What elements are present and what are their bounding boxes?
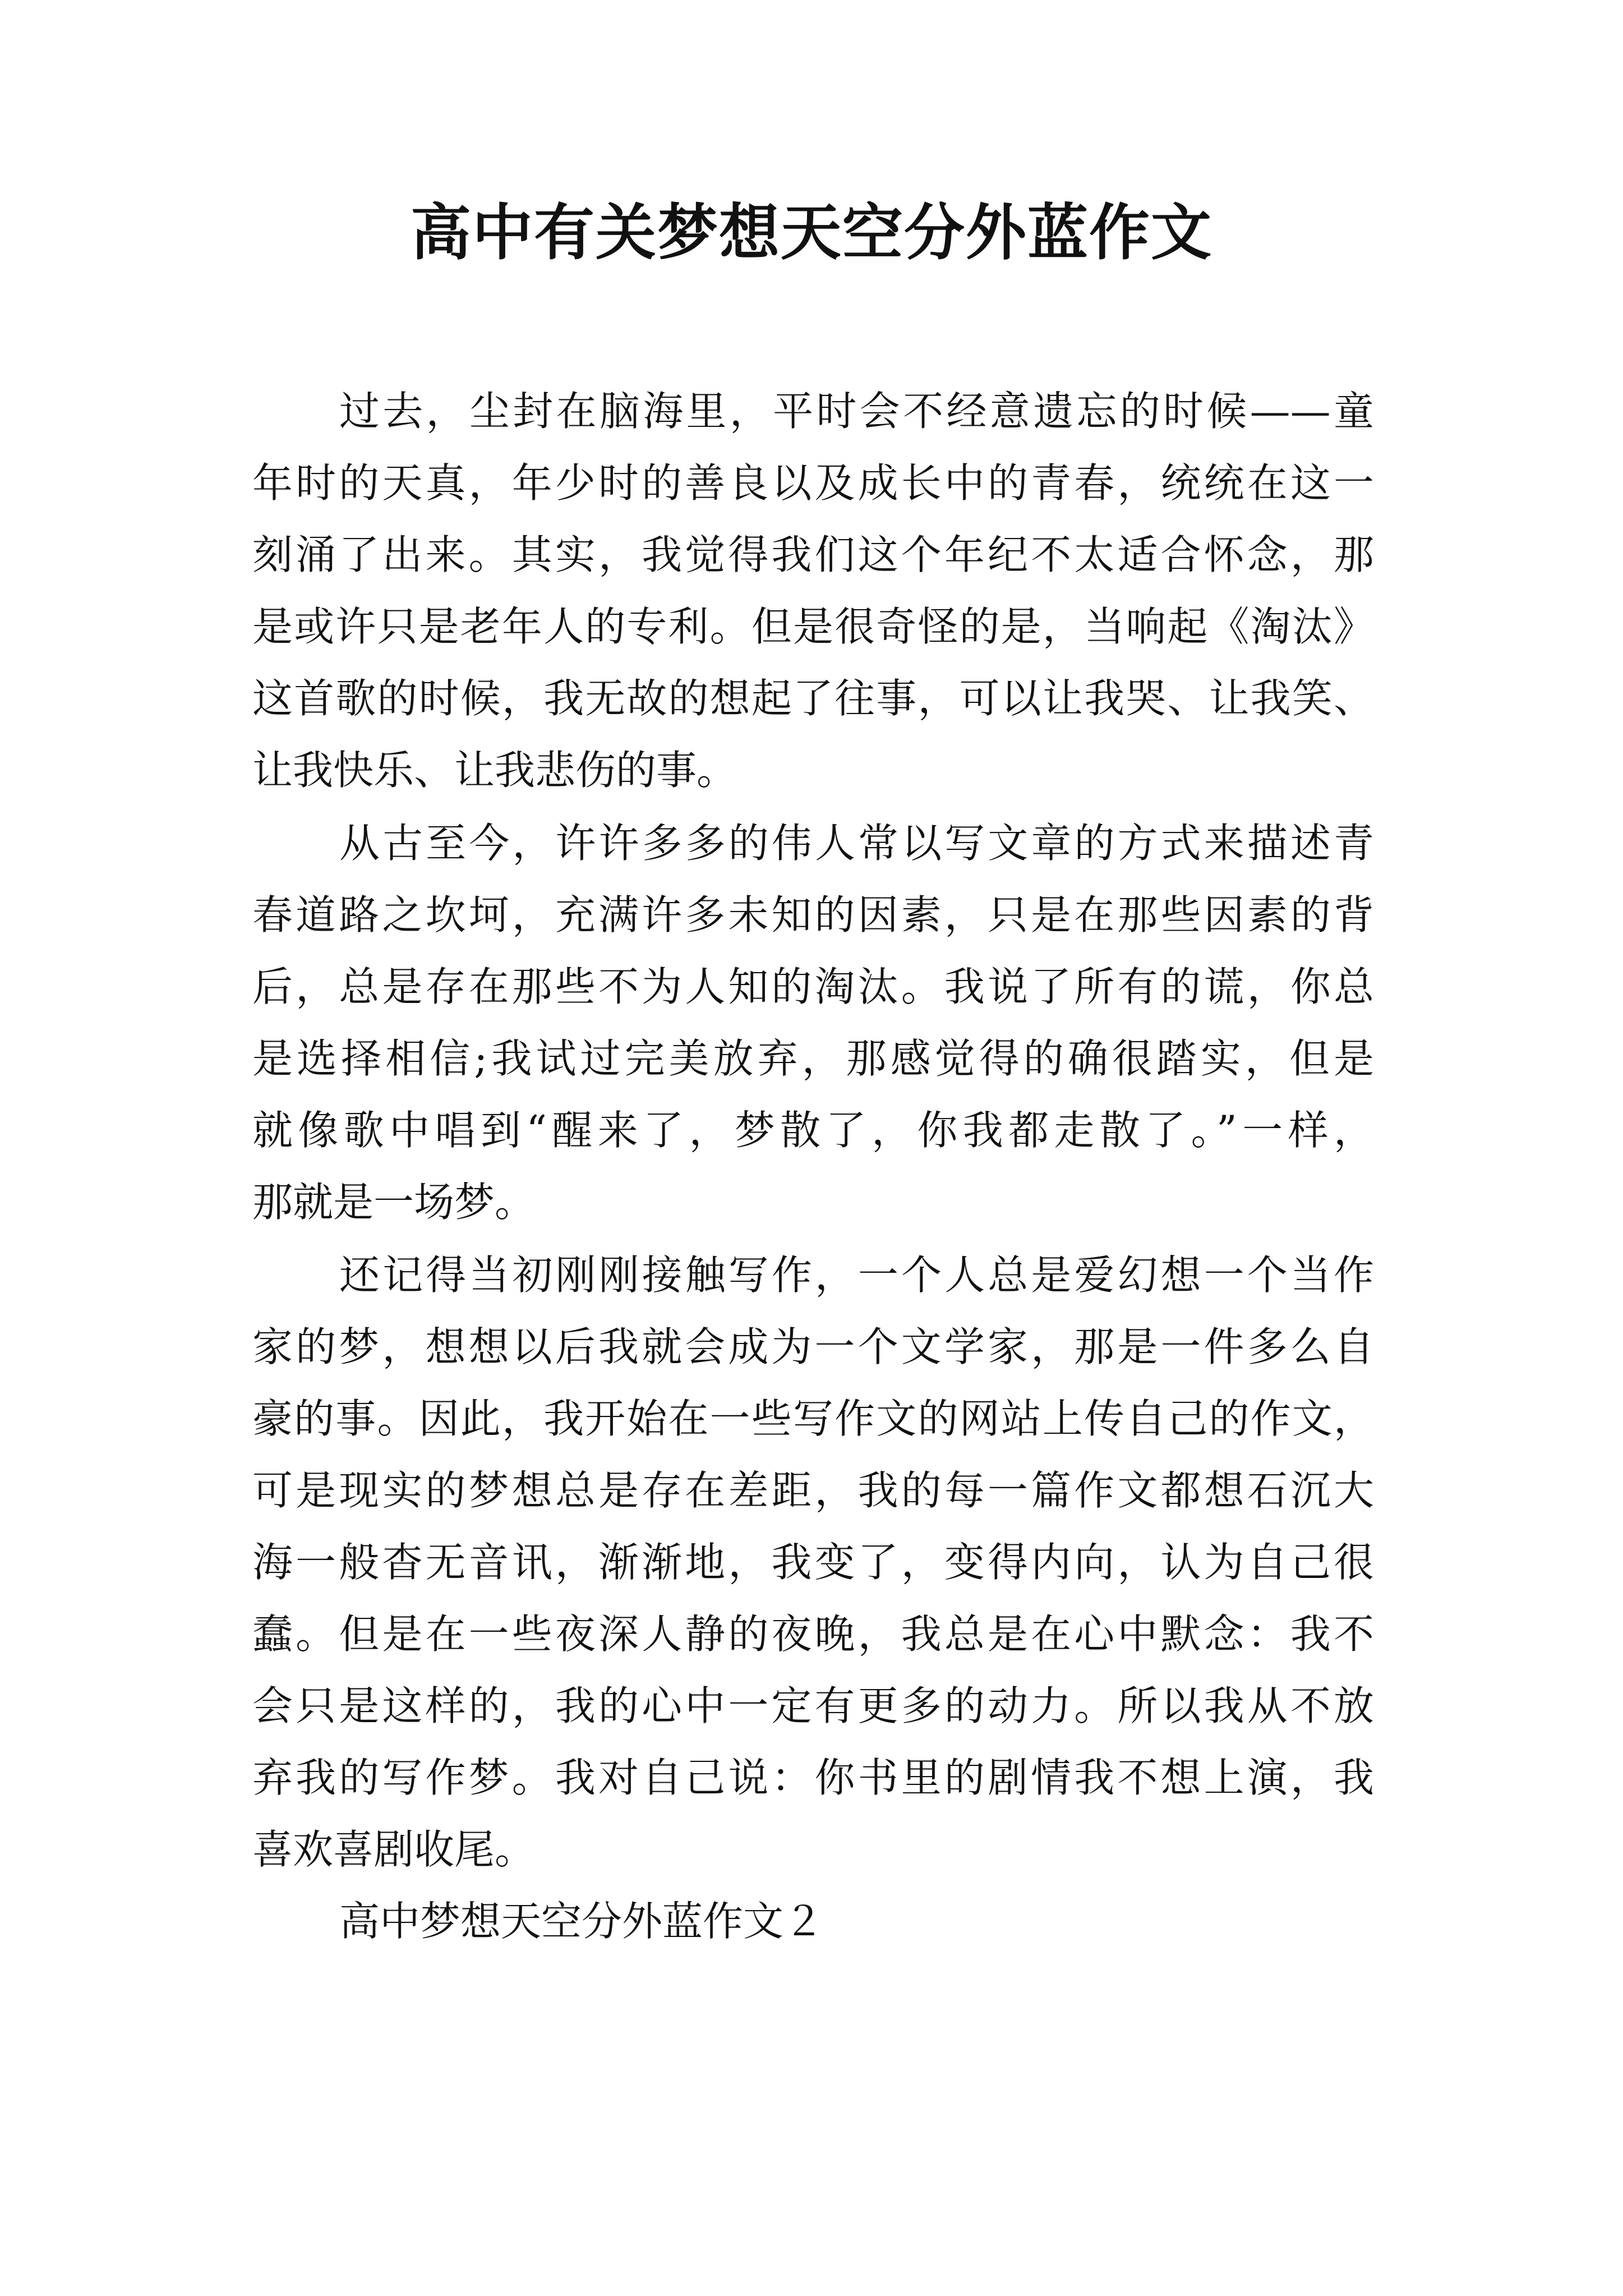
paragraph-1-line-2: 年时的天真，年少时的善良以及成长中的青春，统统在这一 bbox=[252, 459, 1374, 507]
paragraph-1-line-5: 这首歌的时候，我无故的想起了往事，可以让我哭、让我笑、 bbox=[252, 675, 1374, 722]
paragraph-3-line-5: 海一般杳无音讯，渐渐地，我变了，变得内向，认为自己很 bbox=[252, 1539, 1374, 1586]
document-title: 高中有关梦想天空分外蓝作文 bbox=[410, 197, 1212, 268]
paragraph-2-line-2: 春道路之坎坷，充满许多未知的因素，只是在那些因素的背 bbox=[252, 891, 1374, 938]
paragraph-3-line-4: 可是现实的梦想总是存在差距，我的每一篇作文都想石沉大 bbox=[252, 1467, 1374, 1514]
paragraph-1-line-1: 过去，尘封在脑海里，平时会不经意遗忘的时候——童 bbox=[339, 388, 1374, 435]
section-subheading: 高中梦想天空分外蓝作文２ bbox=[339, 1898, 824, 1945]
paragraph-2-line-6: 那就是一场梦。 bbox=[252, 1179, 536, 1226]
paragraph-3-line-2: 家的梦，想想以后我就会成为一个文学家，那是一件多么自 bbox=[252, 1323, 1374, 1370]
paragraph-3-line-9: 喜欢喜剧收尾。 bbox=[252, 1826, 536, 1873]
paragraph-3-line-6: 蠢。但是在一些夜深人静的夜晚，我总是在心中默念：我不 bbox=[252, 1611, 1374, 1658]
paragraph-2-line-1: 从古至今，许许多多的伟人常以写文章的方式来描述青 bbox=[339, 820, 1374, 867]
paragraph-1-line-6: 让我快乐、让我悲伤的事。 bbox=[252, 747, 737, 794]
paragraph-3-line-1: 还记得当初刚刚接触写作，一个人总是爱幻想一个当作 bbox=[339, 1251, 1374, 1299]
paragraph-2-line-5: 就像歌中唱到“醒来了，梦散了，你我都走散了。”一样， bbox=[252, 1107, 1374, 1154]
paragraph-3-line-7: 会只是这样的，我的心中一定有更多的动力。所以我从不放 bbox=[252, 1682, 1374, 1729]
paragraph-2-line-3: 后，总是存在那些不为人知的淘汰。我说了所有的谎，你总 bbox=[252, 963, 1374, 1010]
paragraph-3-line-8: 弃我的写作梦。我对自己说：你书里的剧情我不想上演，我 bbox=[252, 1754, 1374, 1801]
paragraph-1-line-4: 是或许只是老年人的专利。但是很奇怪的是，当响起《淘汰》 bbox=[252, 603, 1374, 650]
paragraph-1-line-3: 刻涌了出来。其实，我觉得我们这个年纪不太适合怀念，那 bbox=[252, 531, 1374, 578]
paragraph-2-line-4: 是选择相信;我试过完美放弃，那感觉得的确很踏实，但是 bbox=[252, 1035, 1374, 1082]
paragraph-3-line-3: 豪的事。因此，我开始在一些写作文的网站上传自己的作文， bbox=[252, 1395, 1374, 1442]
